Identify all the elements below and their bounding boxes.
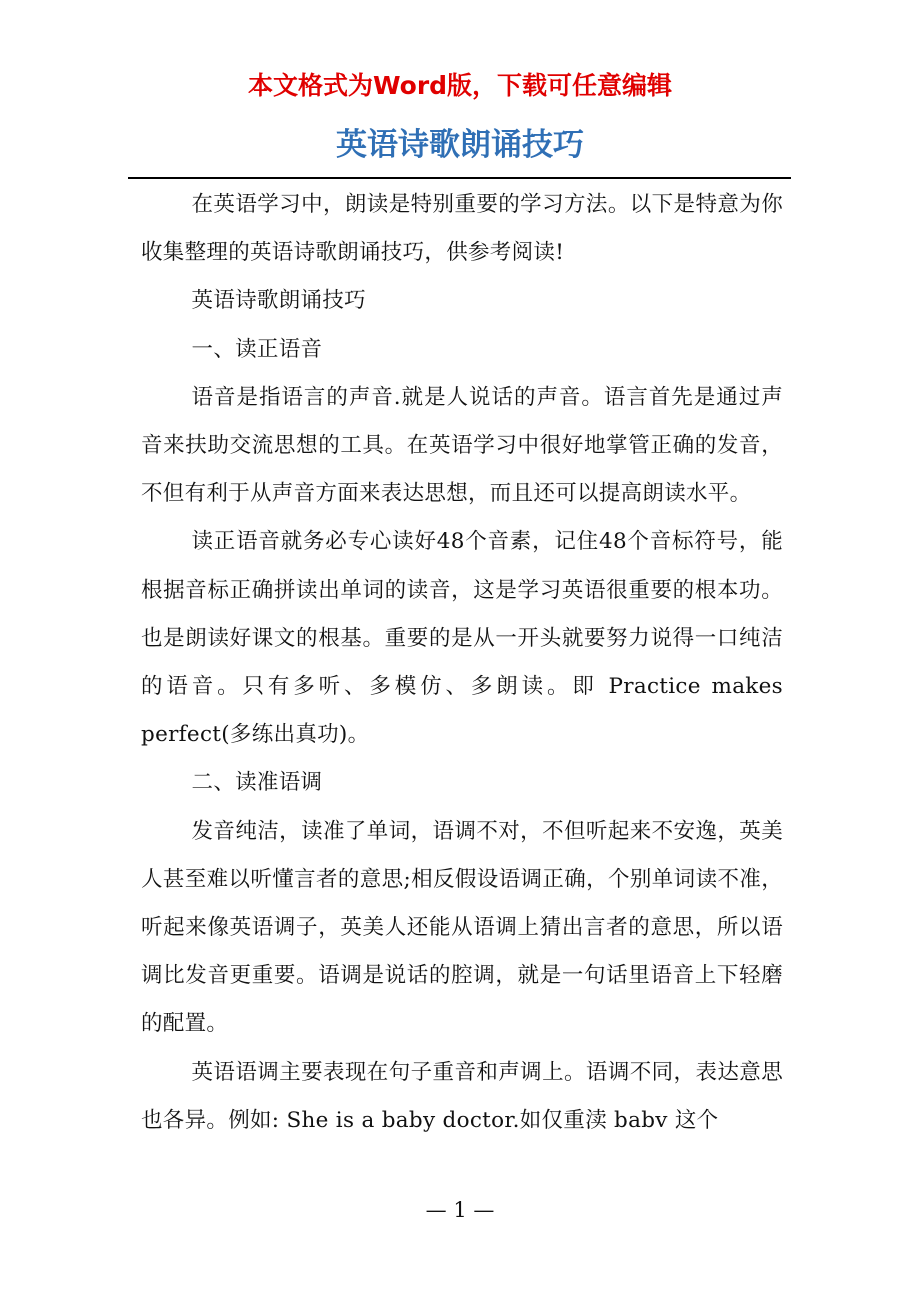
title-divider [128,177,791,179]
section-heading-main: 英语诗歌朗诵技巧 [191,288,366,314]
page-number: — 1 — [425,1198,495,1222]
paragraph: 英语语调主要表现在句子重音和声调上。语调不同，表达意思也各异。例如: She is a baby doctor.如仅重渎 babv 这个 [141,1059,783,1133]
section-heading-1: 一、读正语音 [191,336,323,362]
document-body [141,181,783,1145]
download-banner: 本文格式为Word版，下载可任意编辑 [247,71,673,100]
paragraph: 读正语音就务必专心读好48个音素，记住48个音标符号，能根据音标正确拼读出单词的读音，这是学习英语很重要的根本功。也是朗读好课文的根基。重要的是从一开头就要努力说得一口纯洁的语音。只有多听、多模仿、多朗读。即 Practice makes perfect(多练出真功)。 [141,529,783,748]
document-title: 英语诗歌朗诵技巧 [336,127,584,163]
section-heading-2: 二、读准语调 [191,770,323,796]
paragraph: 语音是指语言的声音.就是人说话的声音。语言首先是通过声音来扶助交流思想的工具。在英语学习中很好地掌管正确的发音，不但有利于从声音方面来表达思想，而且还可以提高朗读水平。 [141,384,783,507]
paragraph: 发音纯洁，读准了单词，语调不对，不但听起来不安逸，英美人甚至难以听懂言者的意思;相反假设语调正确，个别单词读不准，听起来像英语调子，英美人还能从语调上猜出言者的意思，所以语调比发音更重要。语调是说话的腔调，就是一句话里语音上下轻磨的配置。 [141,818,783,1037]
paragraph-intro: 在英语学习中，朗读是特别重要的学习方法。以下是特意为你收集整理的英语诗歌朗诵技巧，供参考阅读! [141,192,783,266]
